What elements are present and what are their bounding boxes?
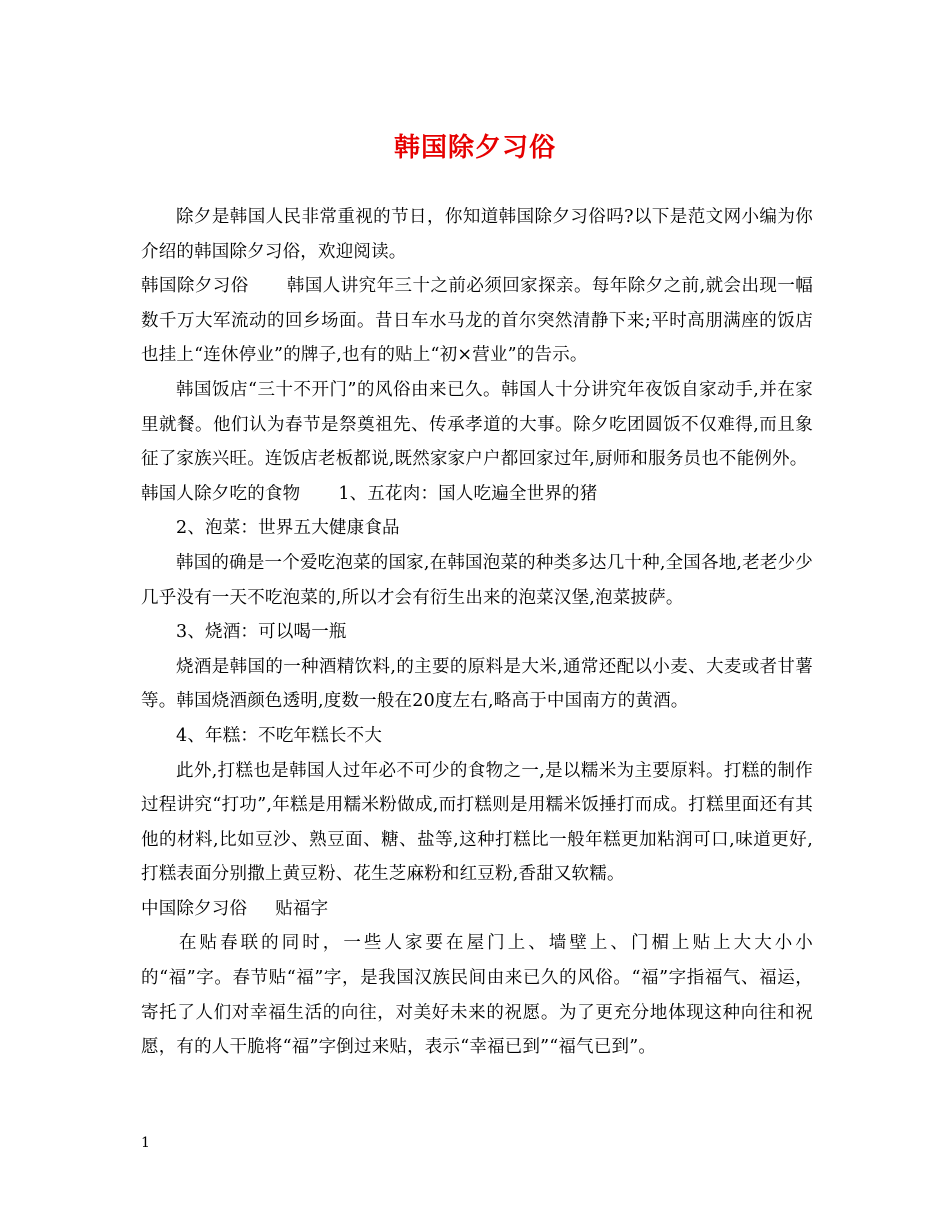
section-text: 韩国人讲究年三十之前必须回家探亲。每年除夕之前,就会出现一幅数千万大军流动的回乡场面。昔日车水马龙的首尔突然清静下来;平时高朋满座的饭店也挂上“连休停业”的牌子,也有的贴上“初×营业”的告示。	[141, 276, 813, 366]
kimchi-paragraph: 韩国的确是一个爱吃泡菜的国家,在韩国泡菜的种类多达几十种,全国各地,老老少少几乎没有一天不吃泡菜的,所以才会有衍生出来的泡菜汉堡,泡菜披萨。	[141, 552, 813, 608]
section-heading: 韩国除夕习俗	[141, 276, 249, 297]
rice-cake-paragraph: 此外,打糕也是韩国人过年必不可少的食物之一,是以糯米为主要原料。打糕的制作过程讲究“打功”,年糕是用糯米粉做成,而打糕则是用糯米饭捶打而成。打糕里面还有其他的材料,比如豆沙、熟豆面、糖、盐等,这种打糕比一般年糕更加粘润可口,味道更好,打糕表面分别撒上黄豆粉、花生芝麻粉和红豆粉,香甜又软糯。	[141, 760, 813, 885]
food-item: 4、年糕：不吃年糕长不大	[176, 725, 383, 746]
restaurant-paragraph: 韩国饭店“三十不开门”的风俗由来已久。韩国人十分讲究年夜饭自家动手,并在家里就餐。他们认为春节是祭奠祖先、传承孝道的大事。除夕吃团圆饭不仅难得,而且象征了家族兴旺。连饭店老板都说,既然家家户户都回家过年,厨师和服务员也不能例外。	[141, 379, 813, 470]
page-title: 韩国除夕习俗	[393, 133, 556, 163]
food-item: 1、五花肉：国人吃遍全世界的猪	[338, 483, 598, 504]
section-heading: 韩国人除夕吃的食物	[141, 483, 301, 504]
fu-character-paragraph: 在贴春联的同时，一些人家要在屋门上、墙壁上、门楣上贴上大大小小的“福”字。春节贴“福”字，是我国汉族民间由来已久的风俗。“福”字指福气、福运，寄托了人们对幸福生活的向往，对美好未来的祝愿。为了更充分地体现这种向往和祝愿，有的人干脆将“福”字倒过来贴，表示“幸福已到”“福气已到”。	[141, 933, 813, 1058]
intro-paragraph: 除夕是韩国人民非常重视的节日，你知道韩国除夕习俗吗?以下是范文网小编为你介绍的韩国除夕习俗，欢迎阅读。	[141, 207, 813, 262]
document-body	[141, 200, 813, 1065]
food-item: 2、泡菜：世界五大健康食品	[176, 518, 400, 539]
page-number: 1	[141, 1135, 150, 1151]
section-china-customs	[141, 892, 813, 927]
food-item: 3、烧酒：可以喝一瓶	[176, 622, 347, 643]
section-heading: 中国除夕习俗	[141, 898, 248, 919]
section-korea-customs	[141, 269, 813, 373]
soju-paragraph: 烧酒是韩国的一种酒精饮料,的主要的原料是大米,通常还配以小麦、大麦或者甘薯等。韩国烧酒颜色透明,度数一般在20度左右,略高于中国南方的黄酒。	[141, 656, 813, 712]
section-korea-food	[141, 477, 813, 512]
section-subheading: 贴福字	[275, 898, 329, 919]
